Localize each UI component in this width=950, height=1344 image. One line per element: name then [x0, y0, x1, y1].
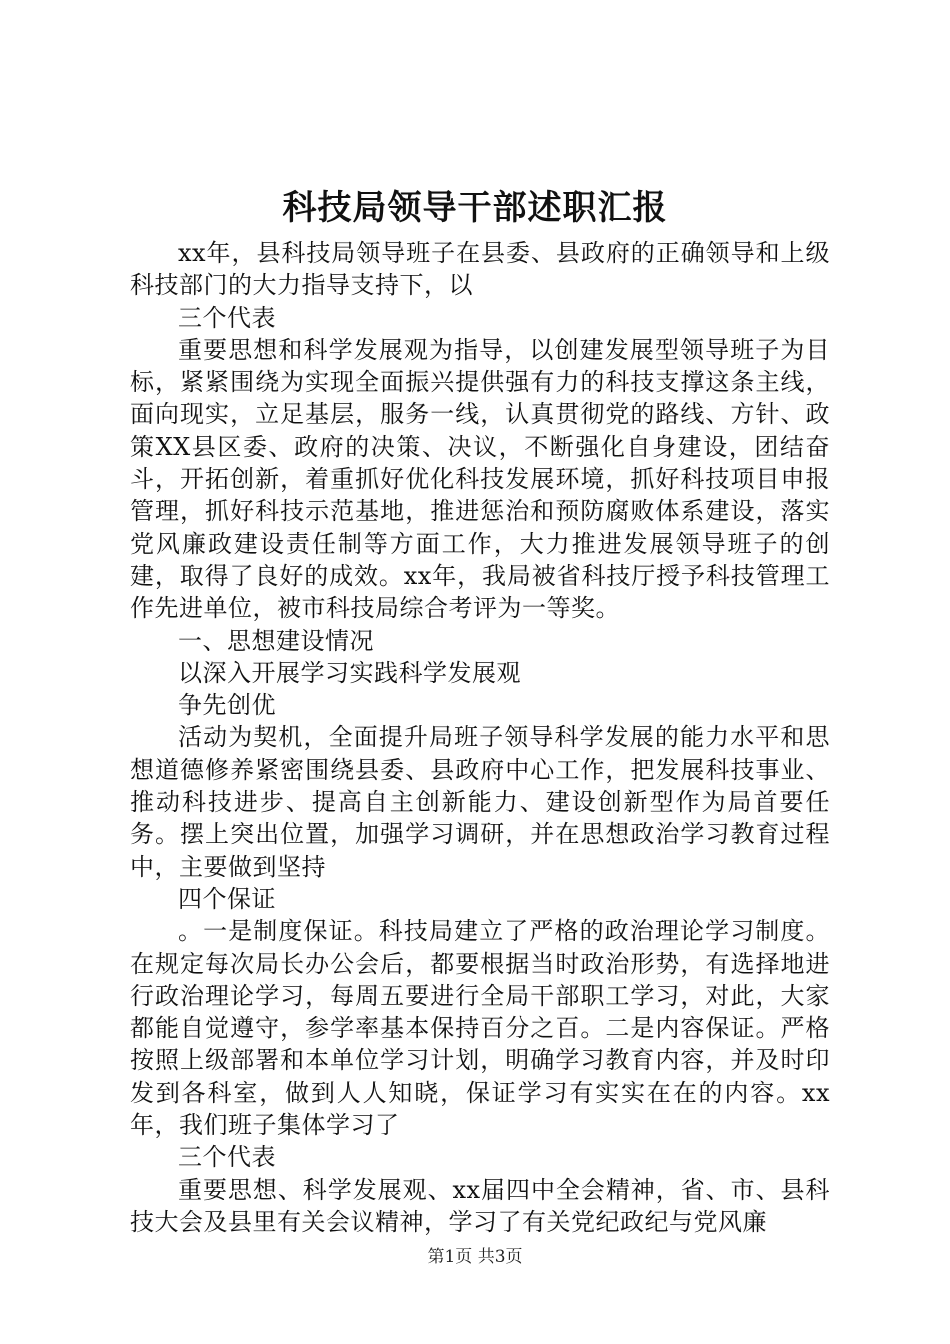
document-title: 科技局领导干部述职汇报 — [282, 188, 668, 228]
page-number-footer: 第1页 共3页 — [427, 1247, 523, 1267]
paragraph: 三个代表 — [178, 1143, 276, 1172]
paragraph: 三个代表 — [178, 303, 276, 332]
paragraph: 重要思想和科学发展观为指导，以创建发展型领导班子为目标，紧紧围绕为实现全面振兴提供强有力的科技支撑这条主线，面向现实，立足基层，服务一线，认真贯彻党的路线、方针、政策XX县区委、政府的决策、决议，不断强化自身建设，团结奋斗，开拓创新，着重抓好优化科技发展环境，抓好科技项目申报管理，抓好科技示范基地，推进惩治和预防腐败体系建设，落实党风廉政建设责任制等方面工作，大力推进发展领导班子的创建，取得了良好的成效。xx年，我局被省科技厅授予科技管理工作先进单位，被市科技局综合考评为一等奖。 — [130, 335, 830, 623]
paragraph: 争先创优 — [178, 691, 276, 720]
paragraph: 重要思想、科学发展观、xx届四中全会精神，省、市、县科技大会及县里有关会议精神，学习了有关党纪政纪与党风廉 — [130, 1175, 830, 1236]
paragraph: xx年，县科技局领导班子在县委、县政府的正确领导和上级科技部门的大力指导支持下，以 — [130, 239, 830, 300]
section-heading: 一、思想建设情况 — [178, 626, 374, 655]
paragraph: 。一是制度保证。科技局建立了严格的政治理论学习制度。在规定每次局长办公会后，都要根据当时政治形势，有选择地进行政治理论学习，每周五要进行全局干部职工学习，对此，大家都能自觉遵守，参学率基本保持百分之百。二是内容保证。严格按照上级部署和本单位学习计划，明确学习教育内容，并及时印发到各科室，做到人人知晓，保证学习有实实在在的内容。xx年，我们班子集体学习了 — [130, 917, 830, 1140]
paragraph: 以深入开展学习实践科学发展观 — [178, 658, 521, 687]
paragraph: 活动为契机，全面提升局班子领导科学发展的能力水平和思想道德修养紧密围绕县委、县政府中心工作，把发展科技事业、推动科技进步、提高自主创新能力、建设创新型作为局首要任务。摆上突出位置，加强学习调研，并在思想政治学习教育过程中，主要做到坚持 — [130, 723, 830, 881]
document-body — [130, 237, 830, 1238]
paragraph: 四个保证 — [178, 884, 276, 913]
